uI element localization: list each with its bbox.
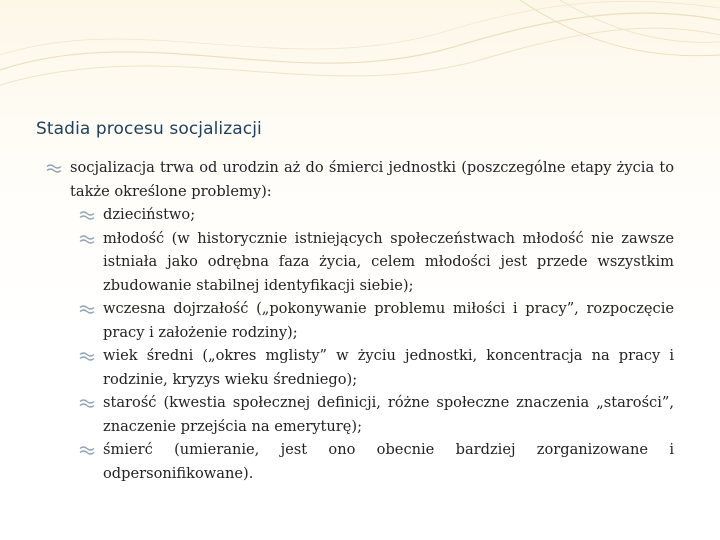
list-item — [46, 203, 674, 227]
background-swirl-decoration — [0, 0, 720, 110]
list-item — [46, 297, 674, 344]
list-item — [46, 438, 674, 485]
wave-bullet-icon — [79, 348, 95, 364]
list-item-text: starość (kwestia społecznej definicji, różne społeczne znaczenia „starości”, znaczenie przejścia na emeryturę); — [103, 394, 674, 435]
wave-bullet-icon — [79, 442, 95, 458]
list-item-text: socjalizacja trwa od urodzin aż do śmierci jednostki (poszczególne etapy życia to także określone problemy): — [70, 159, 674, 200]
wave-bullet-icon — [79, 231, 95, 247]
slide-title: Stadia procesu socjalizacji — [36, 119, 262, 139]
wave-bullet-icon — [46, 160, 62, 176]
list-item-text: wczesna dojrzałość („pokonywanie problemu miłości i pracy”, rozpoczęcie pracy i założenie rodziny); — [103, 300, 674, 341]
wave-bullet-icon — [79, 395, 95, 411]
bullet-list — [46, 156, 674, 485]
list-item — [46, 227, 674, 298]
wave-bullet-icon — [79, 207, 95, 223]
list-item — [46, 344, 674, 391]
list-item-text: młodość (w historycznie istniejących społeczeństwach młodość nie zawsze istniała jako odrębna faza życia, celem młodości jest przede wszystkim zbudowanie stabilnej identyfikacji siebie); — [103, 229, 674, 294]
list-item — [46, 391, 674, 438]
list-item-text: wiek średni („okres mglisty” w życiu jednostki, koncentracja na pracy i rodzinie, kryzys wieku średniego); — [103, 347, 674, 388]
list-item-text: śmierć (umieranie, jest ono obecnie bardziej zorganizowane i odpersonifikowane). — [103, 441, 674, 482]
list-item — [46, 156, 674, 203]
wave-bullet-icon — [79, 301, 95, 317]
list-item-text: dzieciństwo; — [103, 206, 196, 223]
